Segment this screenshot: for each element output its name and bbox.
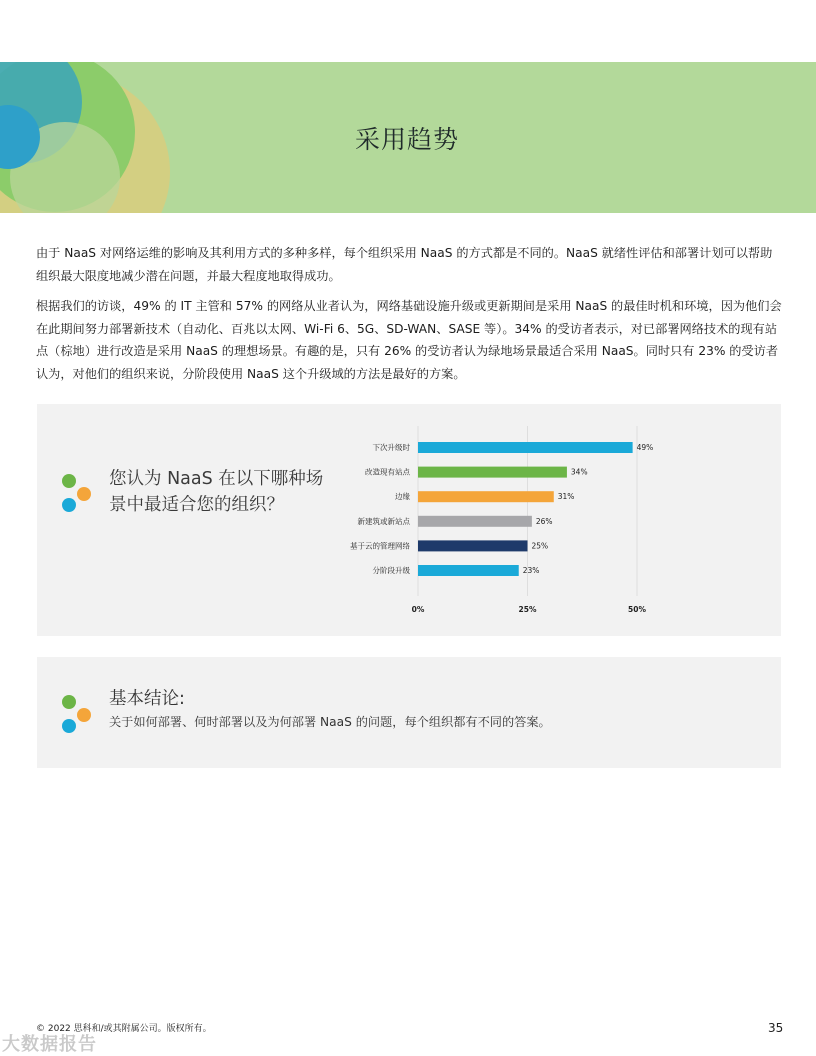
data-label: 31% [557,492,575,502]
bar [418,467,567,478]
green-dot-icon [62,695,76,709]
bar [418,491,554,502]
conclusion-title: 基本结论: [109,689,185,709]
category-label: 下次升级时 [372,443,410,452]
conclusion-panel [37,657,781,768]
page-title: 采用趋势 [354,125,459,154]
intro-paragraph: 由于 NaaS 对网络运维的影响及其利用方式的多种多样，每个组织采用 NaaS 的方式都是不同的。NaaS 就绪性评估和部署计划可以帮助组织最大限度地减少潜在问题，并最大程度地取得成功。 [36,246,773,283]
category-label: 分阶段升级 [372,566,410,575]
survey-panel [37,404,781,636]
watermark-logo: 大数据报告 [2,1034,97,1055]
blue-dot-icon [62,719,76,733]
copyright-notice: © 2022 思科和/或其附属公司。版权所有。 [36,1024,212,1034]
data-label: 26% [535,516,553,526]
bar [418,442,633,453]
page-number: 35 [768,1021,784,1035]
data-label: 25% [531,541,549,551]
x-tick-label: 0% [411,605,425,614]
orange-dot-icon [77,708,91,722]
category-label: 基于云的管理网络 [350,541,410,551]
conclusion-body: 关于如何部署、何时部署以及为何部署 NaaS 的问题，每个组织都有不同的答案。 [109,715,551,729]
bar-chart [37,404,781,636]
findings-paragraph: 根据我们的访谈，49% 的 IT 主管和 57% 的网络从业者认为，网络基础设施升级或更新期间是采用 NaaS 的最佳时机和环境，因为他们会在此期间努力部署新技术（自动化、百兆以太网、Wi-Fi 6、5G、SD-WAN、SASE 等）。34% 的受访者表示，对已部署网络技术的现有站点（棕地）进行改造是采用 NaaS 的理想场景。有趣的是，只有 26% 的受访者认为绿地场景最适合采用 NaaS。同时只有 23% 的受访者认为，对他们的组织来说，分阶段使用 NaaS 这个升级域的方法是最好的方案。 [36,299,782,381]
bar [418,540,528,551]
bar [418,516,532,527]
x-tick-label: 50% [628,605,646,614]
category-label: 边缘 [395,492,410,502]
survey-question: 您认为 NaaS 在以下哪种场景中最适合您的组织？ [109,469,324,515]
bar [418,565,519,576]
data-label: 23% [522,566,540,575]
data-label: 49% [636,443,654,452]
data-label: 34% [570,467,588,477]
header-banner [0,62,816,213]
category-label: 新建筑或新站点 [357,516,410,526]
x-tick-label: 25% [518,605,537,614]
category-label: 改造现有站点 [365,467,410,477]
